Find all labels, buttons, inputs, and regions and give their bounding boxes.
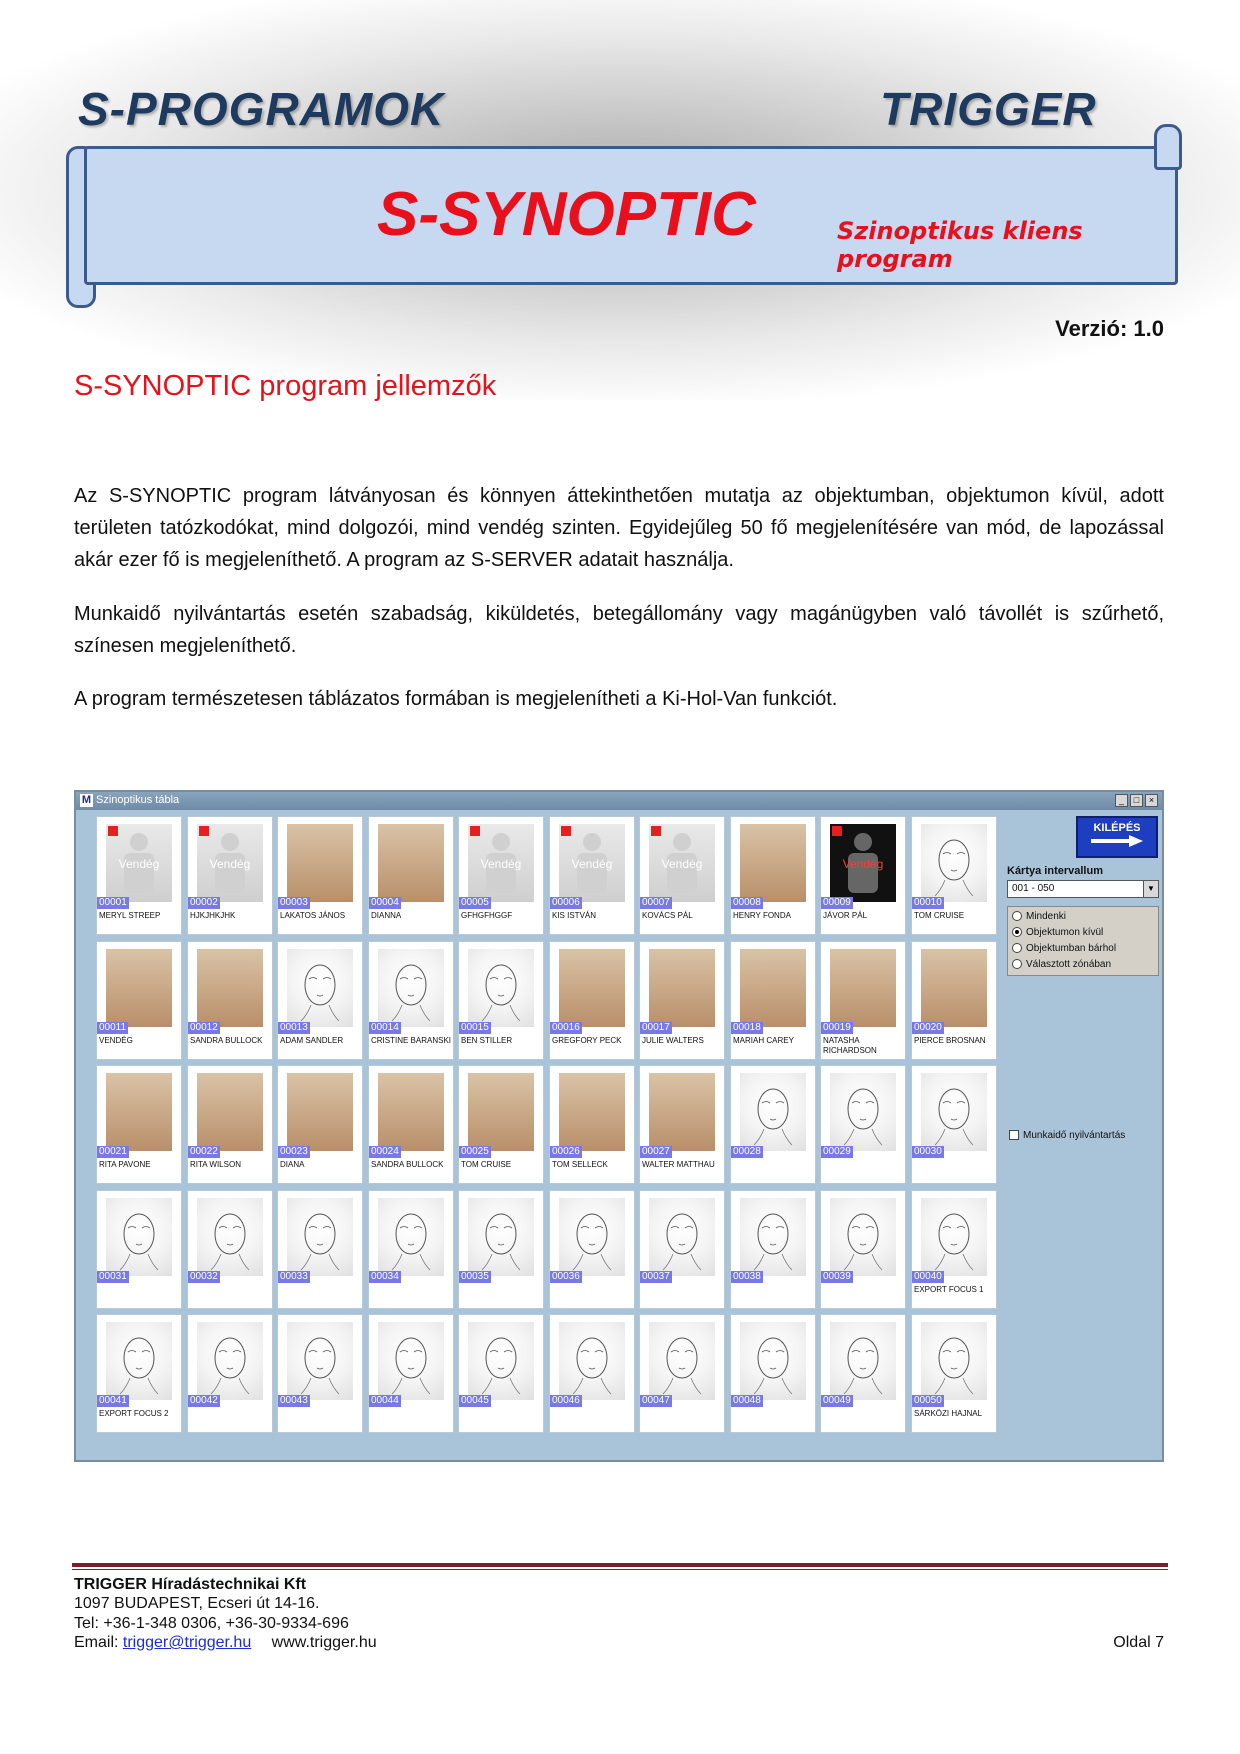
person-card[interactable]	[730, 941, 816, 1060]
person-card[interactable]	[730, 1314, 816, 1433]
card-number: 00045	[461, 1395, 489, 1406]
card-person-name: EXPORT FOCUS 2	[99, 1409, 169, 1418]
face-placeholder-icon	[378, 1322, 444, 1400]
exit-button-label: KILÉPÉS	[1093, 822, 1141, 834]
maximize-icon[interactable]: □	[1130, 794, 1143, 807]
radio-label: Mindenki	[1026, 911, 1067, 922]
card-number: 00010	[914, 897, 942, 908]
range-label: Kártya intervallum	[1007, 865, 1103, 877]
card-number: 00024	[371, 1146, 399, 1157]
face-placeholder-icon	[106, 1198, 172, 1276]
card-number: 00046	[552, 1395, 580, 1406]
face-placeholder-icon	[830, 1198, 896, 1276]
person-photo	[921, 949, 987, 1027]
radio-icon	[1012, 959, 1022, 969]
arrow-right-icon	[1089, 834, 1145, 848]
person-card[interactable]	[368, 941, 454, 1060]
card-person-name: SANDRA BULLOCK	[371, 1160, 444, 1169]
card-person-name: DIANA	[280, 1160, 305, 1169]
card-number: 00034	[371, 1271, 399, 1282]
person-card[interactable]	[730, 1065, 816, 1184]
person-card[interactable]	[187, 1190, 273, 1309]
person-photo	[197, 1073, 263, 1151]
card-number: 00028	[733, 1146, 761, 1157]
worktime-label: Munkaidő nyilvántartás	[1023, 1130, 1126, 1141]
person-card[interactable]	[820, 1190, 906, 1309]
card-number: 00042	[190, 1395, 218, 1406]
person-card[interactable]	[911, 1190, 997, 1309]
person-card[interactable]	[277, 1065, 363, 1184]
close-icon[interactable]: ×	[1145, 794, 1158, 807]
card-number: 00001	[99, 897, 127, 908]
window-logo-icon: M	[81, 794, 92, 806]
person-photo	[649, 949, 715, 1027]
person-card[interactable]	[639, 816, 725, 935]
card-number: 00021	[99, 1146, 127, 1157]
card-number: 00005	[461, 897, 489, 908]
person-photo	[378, 1073, 444, 1151]
card-person-name: MARIAH CAREY	[733, 1036, 794, 1045]
person-photo	[649, 1073, 715, 1151]
card-person-name: BEN STILLER	[461, 1036, 513, 1045]
person-card[interactable]	[187, 1065, 273, 1184]
footer-email-link[interactable]: trigger@trigger.hu	[122, 1634, 252, 1651]
person-photo	[468, 1073, 534, 1151]
card-person-name: HJKJHKJHK	[190, 911, 236, 920]
card-number: 00002	[190, 897, 218, 908]
face-placeholder-icon	[106, 1322, 172, 1400]
card-number: 00049	[823, 1395, 851, 1406]
person-photo	[740, 949, 806, 1027]
card-person-name: CRISTINE BARANSKI	[371, 1036, 452, 1045]
person-card[interactable]	[911, 816, 997, 935]
person-card[interactable]	[639, 1065, 725, 1184]
person-card[interactable]	[820, 816, 906, 935]
card-number: 00011	[99, 1022, 127, 1033]
person-card[interactable]	[639, 1190, 725, 1309]
card-person-name: GFHGFHGGF	[461, 911, 513, 920]
card-number: 00009	[823, 897, 851, 908]
face-placeholder-icon	[468, 949, 534, 1027]
scroll-body	[84, 146, 1178, 285]
scroll-roll-right	[1154, 124, 1182, 170]
card-number: 00016	[552, 1022, 580, 1033]
person-card[interactable]	[368, 816, 454, 935]
person-photo	[559, 949, 625, 1027]
card-number: 00029	[823, 1146, 851, 1157]
card-number: 00006	[552, 897, 580, 908]
guest-placeholder-icon	[468, 824, 534, 902]
guest-label: Vendég	[480, 857, 522, 871]
card-person-name: RITA WILSON	[190, 1160, 241, 1169]
face-placeholder-icon	[830, 1322, 896, 1400]
face-placeholder-icon	[921, 824, 987, 902]
footer-rule	[72, 1563, 1168, 1567]
person-card[interactable]	[187, 816, 273, 935]
footer-company: TRIGGER Híradástechnikai Kft	[74, 1576, 307, 1593]
card-person-name: VENDÉG	[99, 1036, 133, 1045]
footer-rule-thin	[72, 1569, 1168, 1570]
minimize-icon[interactable]: _	[1115, 794, 1128, 807]
card-number: 00018	[733, 1022, 761, 1033]
card-number: 00039	[823, 1271, 851, 1282]
face-placeholder-icon	[468, 1198, 534, 1276]
card-number: 00050	[914, 1395, 942, 1406]
card-number: 00008	[733, 897, 761, 908]
card-number: 00007	[642, 897, 670, 908]
guest-label: Vendég	[209, 857, 251, 871]
card-person-name: LAKATOS JÁNOS	[280, 911, 346, 920]
paragraph-2: Munkaidő nyilvántartás esetén szabadság, kiküldetés, betegállomány vagy magánügyben való távollét is szűrhető, színesen megjeleníthető.	[74, 603, 1164, 657]
card-number: 00020	[914, 1022, 942, 1033]
person-photo	[287, 1073, 353, 1151]
card-number: 00035	[461, 1271, 489, 1282]
card-person-name: EXPORT FOCUS 1	[914, 1285, 984, 1294]
person-card[interactable]	[911, 1314, 997, 1433]
card-number: 00026	[552, 1146, 580, 1157]
page-number: Oldal 7	[1113, 1634, 1164, 1651]
person-photo	[559, 1073, 625, 1151]
person-card[interactable]	[96, 1065, 182, 1184]
face-placeholder-icon	[921, 1198, 987, 1276]
card-number: 00030	[914, 1146, 942, 1157]
card-number: 00041	[99, 1395, 127, 1406]
face-placeholder-icon	[378, 1198, 444, 1276]
person-card[interactable]	[368, 1190, 454, 1309]
radio-everyone[interactable]	[1012, 911, 1066, 922]
product-title: S-SYNOPTIC	[377, 180, 756, 249]
card-number: 00038	[733, 1271, 761, 1282]
radio-label: Választott zónában	[1026, 959, 1112, 970]
card-person-name: TOM SELLECK	[552, 1160, 608, 1169]
person-card[interactable]	[368, 1314, 454, 1433]
card-person-name: SANDRA BULLOCK	[190, 1036, 263, 1045]
person-card[interactable]	[458, 816, 544, 935]
footer-contact	[74, 1633, 377, 1652]
face-placeholder-icon	[830, 1073, 896, 1151]
face-placeholder-icon	[921, 1322, 987, 1400]
person-card[interactable]	[277, 1314, 363, 1433]
card-number: 00037	[642, 1271, 670, 1282]
version-label: Verzió: 1.0	[1055, 316, 1164, 341]
card-number: 00017	[642, 1022, 670, 1033]
radio-selected-icon	[1012, 927, 1022, 937]
card-person-name: SÁRKÖZI HAJNAL	[914, 1409, 983, 1418]
person-card[interactable]	[96, 1314, 182, 1433]
card-number: 00036	[552, 1271, 580, 1282]
face-placeholder-icon	[287, 1198, 353, 1276]
synoptic-window	[74, 790, 1164, 1462]
face-placeholder-icon	[287, 949, 353, 1027]
window-titlebar	[76, 792, 1162, 810]
guest-placeholder-icon	[106, 824, 172, 902]
face-placeholder-icon	[740, 1073, 806, 1151]
card-number: 00023	[280, 1146, 308, 1157]
person-card[interactable]	[730, 816, 816, 935]
card-number: 00022	[190, 1146, 218, 1157]
card-person-name: MERYL STREEP	[99, 911, 161, 920]
card-person-name: DIANNA	[371, 911, 402, 920]
card-number: 00019	[823, 1022, 851, 1033]
guest-placeholder-icon	[649, 824, 715, 902]
person-photo	[106, 1073, 172, 1151]
person-photo	[830, 949, 896, 1027]
radio-outside[interactable]	[1012, 927, 1103, 938]
radio-icon	[1012, 943, 1022, 953]
card-number: 00033	[280, 1271, 308, 1282]
face-placeholder-icon	[740, 1322, 806, 1400]
person-card[interactable]	[820, 1065, 906, 1184]
person-card[interactable]	[368, 1065, 454, 1184]
exit-button[interactable]	[1076, 816, 1158, 858]
person-card[interactable]	[187, 1314, 273, 1433]
card-number: 00027	[642, 1146, 670, 1157]
face-placeholder-icon	[559, 1322, 625, 1400]
person-card[interactable]	[549, 816, 635, 935]
person-card[interactable]	[549, 941, 635, 1060]
person-card[interactable]	[730, 1190, 816, 1309]
checkbox-icon	[1009, 1130, 1019, 1140]
guest-label: Vendég	[842, 857, 884, 871]
guest-label: Vendég	[661, 857, 703, 871]
paragraph-3: A program természetesen táblázatos formában is megjelenítheti a Ki-Hol-Van funkciót.	[74, 688, 838, 710]
worktime-checkbox[interactable]	[1009, 1130, 1125, 1141]
radio-label: Objektumon kívül	[1026, 927, 1104, 938]
chevron-down-icon[interactable]: ▼	[1143, 881, 1158, 897]
person-card[interactable]	[458, 1190, 544, 1309]
header-right-word: TRIGGER	[880, 83, 1097, 135]
person-card[interactable]	[458, 941, 544, 1060]
product-subtitle: Szinoptikus kliens program	[837, 217, 1083, 273]
range-select-value: 001 - 050	[1012, 883, 1055, 894]
person-photo	[378, 824, 444, 902]
face-placeholder-icon	[559, 1198, 625, 1276]
card-number: 00031	[99, 1271, 127, 1282]
card-person-name: NATASHA RICHARDSON	[823, 1036, 877, 1055]
card-number: 00043	[280, 1395, 308, 1406]
person-photo	[287, 824, 353, 902]
face-placeholder-icon	[740, 1198, 806, 1276]
paragraph-1: Az S-SYNOPTIC program látványosan és könnyen áttekinthetően mutatja az objektumban, objektumon kívül, adott területen tatózkodókat, mind dolgozói, mind vendég szinten. Egyidejűleg 50 fő megjelenítésére van mód, de lapozással akár ezer fő is megjeleníthető. A program az S-SERVER adatait használja.	[74, 485, 1164, 571]
card-person-name: TOM CRUISE	[914, 911, 965, 920]
card-person-name: RITA PAVONE	[99, 1160, 151, 1169]
radio-anywhere[interactable]	[1012, 943, 1116, 954]
person-card[interactable]	[549, 1314, 635, 1433]
guest-label: Vendég	[118, 857, 160, 871]
person-card[interactable]	[820, 941, 906, 1060]
card-person-name: JULIE WALTERS	[642, 1036, 704, 1045]
card-number: 00015	[461, 1022, 489, 1033]
card-number: 00014	[371, 1022, 399, 1033]
card-person-name: JÁVOR PÁL	[823, 911, 868, 920]
face-placeholder-icon	[921, 1073, 987, 1151]
guest-placeholder-icon	[559, 824, 625, 902]
card-number: 00048	[733, 1395, 761, 1406]
person-card[interactable]	[911, 1065, 997, 1184]
face-placeholder-icon	[649, 1322, 715, 1400]
face-placeholder-icon	[378, 949, 444, 1027]
person-card[interactable]	[277, 941, 363, 1060]
face-placeholder-icon	[197, 1322, 263, 1400]
radio-label: Objektumban bárhol	[1026, 943, 1117, 954]
card-person-name: KOVÁCS PÁL	[642, 911, 693, 920]
card-person-name: WALTER MATTHAU	[642, 1160, 715, 1169]
header-left-word: S-PROGRAMOK	[78, 83, 445, 135]
card-person-name: KIS ISTVÁN	[552, 911, 597, 920]
person-photo	[197, 949, 263, 1027]
face-placeholder-icon	[287, 1322, 353, 1400]
card-person-name: HENRY FONDA	[733, 911, 791, 920]
person-card[interactable]	[277, 816, 363, 935]
person-card[interactable]	[911, 941, 997, 1060]
card-number: 00047	[642, 1395, 670, 1406]
person-card[interactable]	[96, 816, 182, 935]
person-card[interactable]	[549, 1190, 635, 1309]
guest-placeholder-icon	[830, 824, 896, 902]
person-card[interactable]	[820, 1314, 906, 1433]
radio-zone[interactable]	[1012, 959, 1111, 970]
title-scroll	[66, 146, 1172, 281]
person-card[interactable]	[96, 1190, 182, 1309]
person-card[interactable]	[549, 1065, 635, 1184]
filter-radio-group	[1007, 906, 1159, 976]
footer-web[interactable]: www.trigger.hu	[271, 1634, 377, 1651]
person-card[interactable]	[187, 941, 273, 1060]
card-number: 00003	[280, 897, 308, 908]
card-number: 00013	[280, 1022, 308, 1033]
card-number: 00044	[371, 1395, 399, 1406]
section-title: S-SYNOPTIC program jellemzők	[74, 370, 497, 402]
person-photo	[106, 949, 172, 1027]
person-card[interactable]	[96, 941, 182, 1060]
person-card[interactable]	[277, 1190, 363, 1309]
person-card[interactable]	[639, 1314, 725, 1433]
face-placeholder-icon	[197, 1198, 263, 1276]
card-number: 00025	[461, 1146, 489, 1157]
person-card[interactable]	[458, 1065, 544, 1184]
footer-email-label: Email:	[74, 1634, 119, 1651]
guest-label: Vendég	[571, 857, 613, 871]
window-title: Szinoptikus tábla	[96, 794, 180, 806]
card-person-name: PIERCE BROSNAN	[914, 1036, 986, 1045]
footer-address: 1097 BUDAPEST, Ecseri út 14-16.	[74, 1595, 320, 1612]
card-person-name: GREGFORY PECK	[552, 1036, 622, 1045]
face-placeholder-icon	[649, 1198, 715, 1276]
person-photo	[740, 824, 806, 902]
card-person-name: TOM CRUISE	[461, 1160, 512, 1169]
card-number: 00012	[190, 1022, 218, 1033]
person-card[interactable]	[458, 1314, 544, 1433]
range-select[interactable]	[1007, 880, 1159, 898]
card-person-name: ADAM SANDLER	[280, 1036, 344, 1045]
radio-icon	[1012, 911, 1022, 921]
card-number: 00040	[914, 1271, 942, 1282]
guest-placeholder-icon	[197, 824, 263, 902]
person-card[interactable]	[639, 941, 725, 1060]
card-number: 00004	[371, 897, 399, 908]
face-placeholder-icon	[468, 1322, 534, 1400]
card-number: 00032	[190, 1271, 218, 1282]
footer-phone: Tel: +36-1-348 0306, +36-30-9334-696	[74, 1615, 349, 1632]
